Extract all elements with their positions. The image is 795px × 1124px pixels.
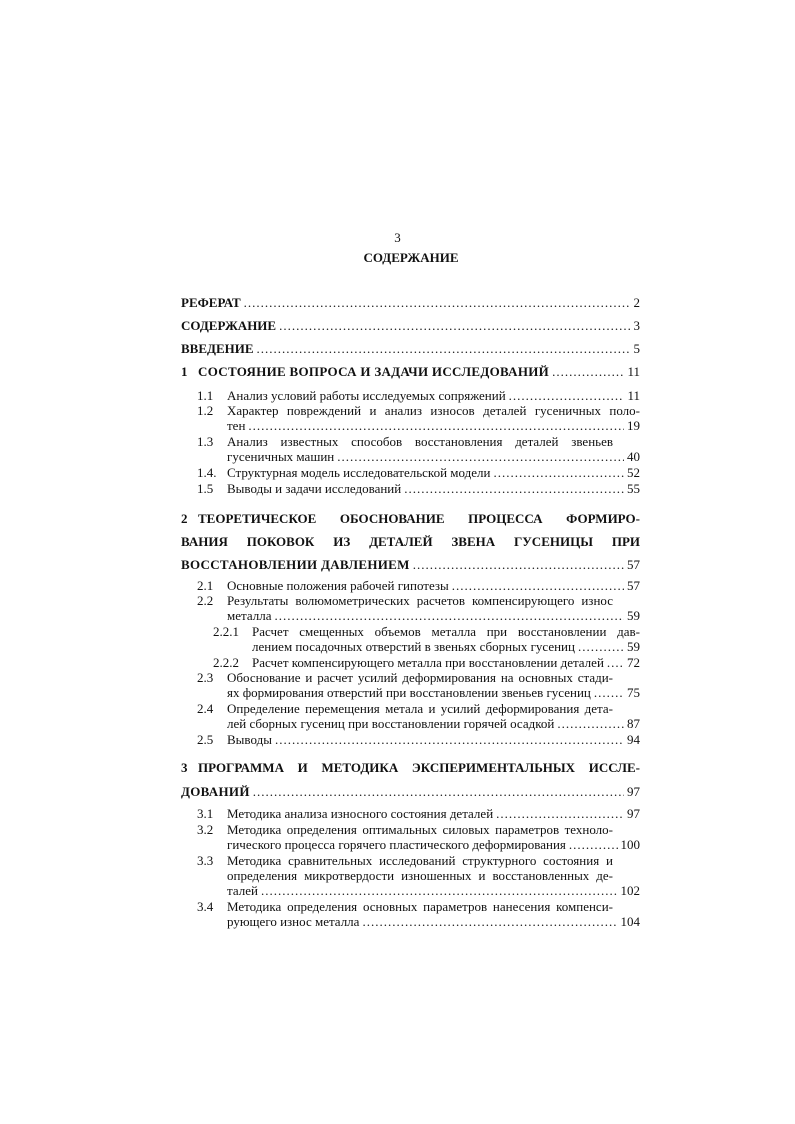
toc-entry-referat <box>181 295 640 311</box>
section-title-line: Методика определения основных параметров нанесения компенси- <box>227 899 613 914</box>
toc-section <box>227 465 640 481</box>
toc-section <box>227 837 640 853</box>
section-number: 1.1 <box>197 388 214 403</box>
toc-entry-page: 59 <box>627 608 640 623</box>
section-number: 2.1 <box>197 578 214 593</box>
section-title: лей сборных гусениц при восстановлении горячей осадкой <box>227 716 555 731</box>
section-title: Методика анализа износного состояния деталей <box>227 806 494 821</box>
chapter-title-line: ТЕОРЕТИЧЕСКОЕ ОБОСНОВАНИЕ ПРОЦЕССА ФОРМИРО- <box>198 511 640 526</box>
section-number: 1.4. <box>197 465 217 480</box>
section-title-line: Результаты волюмометрических расчетов компенсирующего износ <box>227 593 613 608</box>
section-title: Выводы и задачи исследований <box>227 481 402 496</box>
section-title: Выводы <box>227 732 272 747</box>
toc-entry-page: 59 <box>627 639 640 654</box>
section-number: 3.4 <box>197 899 214 914</box>
section-number: 3.3 <box>197 853 214 868</box>
toc-section <box>252 655 640 671</box>
section-title: металла <box>227 608 272 623</box>
subsection-number: 2.2.2 <box>213 655 239 670</box>
toc-entry-page: 87 <box>627 716 640 731</box>
page-title: СОДЕРЖАНИЕ <box>363 250 459 265</box>
toc-entry-label: СОДЕРЖАНИЕ <box>181 318 277 333</box>
toc-entry-page: 40 <box>627 449 640 464</box>
toc-entry-page: 11 <box>627 388 640 403</box>
section-number: 1.3 <box>197 434 214 449</box>
chapter-heading-2 <box>181 557 640 573</box>
toc-section <box>227 608 640 624</box>
toc-section <box>227 685 640 701</box>
section-number: 2.4 <box>197 701 214 716</box>
section-number: 2.5 <box>197 732 214 747</box>
section-number: 2.2 <box>197 593 214 608</box>
section-number: 1.5 <box>197 481 214 496</box>
section-title: тен <box>227 418 246 433</box>
chapter-number: 2 <box>181 511 188 526</box>
toc-entry-intro <box>181 341 640 357</box>
toc-section <box>227 481 640 497</box>
chapter-title: ДОВАНИЙ <box>181 784 250 799</box>
toc-entry-page: 75 <box>627 685 640 700</box>
toc-entry-page: 52 <box>627 465 640 480</box>
chapter-title-line: ВАНИЯ ПОКОВОК ИЗ ДЕТАЛЕЙ ЗВЕНА ГУСЕНИЦЫ ПРИ <box>181 534 640 549</box>
toc-section <box>227 806 640 822</box>
chapter-title-line: ПРОГРАММА И МЕТОДИКА ЭКСПЕРИМЕНТАЛЬНЫХ ИССЛЕ- <box>198 760 640 775</box>
chapter-title: СОСТОЯНИЕ ВОПРОСА И ЗАДАЧИ ИССЛЕДОВАНИЙ <box>198 364 550 379</box>
section-title: Расчет компенсирующего металла при восстановлении деталей <box>252 655 604 670</box>
toc-section <box>227 716 640 732</box>
page-number: 3 <box>394 230 401 245</box>
section-title-line: Анализ известных способов восстановления деталей звеньев <box>227 434 613 449</box>
section-title: Структурная модель исследовательской модели <box>227 465 491 480</box>
section-title: рующего износ металла <box>227 914 360 929</box>
toc-entry-page: 57 <box>627 557 640 572</box>
toc-entry-page: 102 <box>620 883 640 898</box>
toc-entry-label: ВВЕДЕНИЕ <box>181 341 254 356</box>
toc-entry-page: 104 <box>620 914 640 929</box>
section-title-line: Методика сравнительных исследований структурного состояния и <box>227 853 613 868</box>
toc-entry-page: 57 <box>627 578 640 593</box>
section-number: 3.2 <box>197 822 214 837</box>
chapter-number: 1 <box>181 364 188 379</box>
section-number: 1.2 <box>197 403 214 418</box>
chapter-number: 3 <box>181 760 188 775</box>
toc-section <box>227 388 640 404</box>
chapter-heading-1 <box>198 364 640 380</box>
chapter-title: ВОССТАНОВЛЕНИИ ДАВЛЕНИЕМ <box>181 557 410 572</box>
subsection-number: 2.2.1 <box>213 624 239 639</box>
section-title: гусеничных машин <box>227 449 335 464</box>
toc-section <box>227 418 640 434</box>
toc-entry-label: РЕФЕРАТ <box>181 295 241 310</box>
section-title-line: Характер повреждений и анализ износов деталей гусеничных поло- <box>227 403 640 418</box>
section-title-line: Определение перемещения метала и усилий деформирования дета- <box>227 701 613 716</box>
section-title: Основные положения рабочей гипотезы <box>227 578 449 593</box>
section-title-line: Методика определения оптимальных силовых параметров техноло- <box>227 822 613 837</box>
section-title-line: Расчет смещенных объемов металла при восстановлении дав- <box>252 624 640 639</box>
section-title-line: определения микротвердости изношенных и восстановленных де- <box>227 868 613 883</box>
toc-entry-page: 72 <box>627 655 640 670</box>
section-number: 3.1 <box>197 806 214 821</box>
section-title: Анализ условий работы исследуемых сопряжений <box>227 388 506 403</box>
section-title-line: Обоснование и расчет усилий деформирования на основных стади- <box>227 670 613 685</box>
section-title: гического процесса горячего пластического деформирования <box>227 837 566 852</box>
toc-entry-page: 97 <box>627 784 640 799</box>
chapter-heading-3 <box>181 784 640 800</box>
toc-section <box>227 449 640 465</box>
toc-entry-page: 5 <box>633 341 640 356</box>
toc-entry-page: 2 <box>633 295 640 310</box>
toc-entry-page: 55 <box>627 481 640 496</box>
toc-entry-page: 3 <box>633 318 640 333</box>
toc-entry-page: 100 <box>620 837 640 852</box>
section-title: талей <box>227 883 258 898</box>
toc-entry-page: 97 <box>627 806 640 821</box>
section-title: ях формирования отверстий при восстановлении звеньев гусениц <box>227 685 591 700</box>
toc-section <box>252 639 640 655</box>
toc-entry-page: 94 <box>627 732 640 747</box>
toc-section <box>227 914 640 930</box>
section-number: 2.3 <box>197 670 214 685</box>
toc-entry-contents <box>181 318 640 334</box>
toc-section <box>227 578 640 594</box>
section-title: лением посадочных отверстий в звеньях сборных гусениц <box>252 639 575 654</box>
toc-entry-page: 19 <box>627 418 640 433</box>
toc-entry-page: 11 <box>627 364 640 379</box>
toc-section <box>227 732 640 748</box>
toc-section <box>227 883 640 899</box>
